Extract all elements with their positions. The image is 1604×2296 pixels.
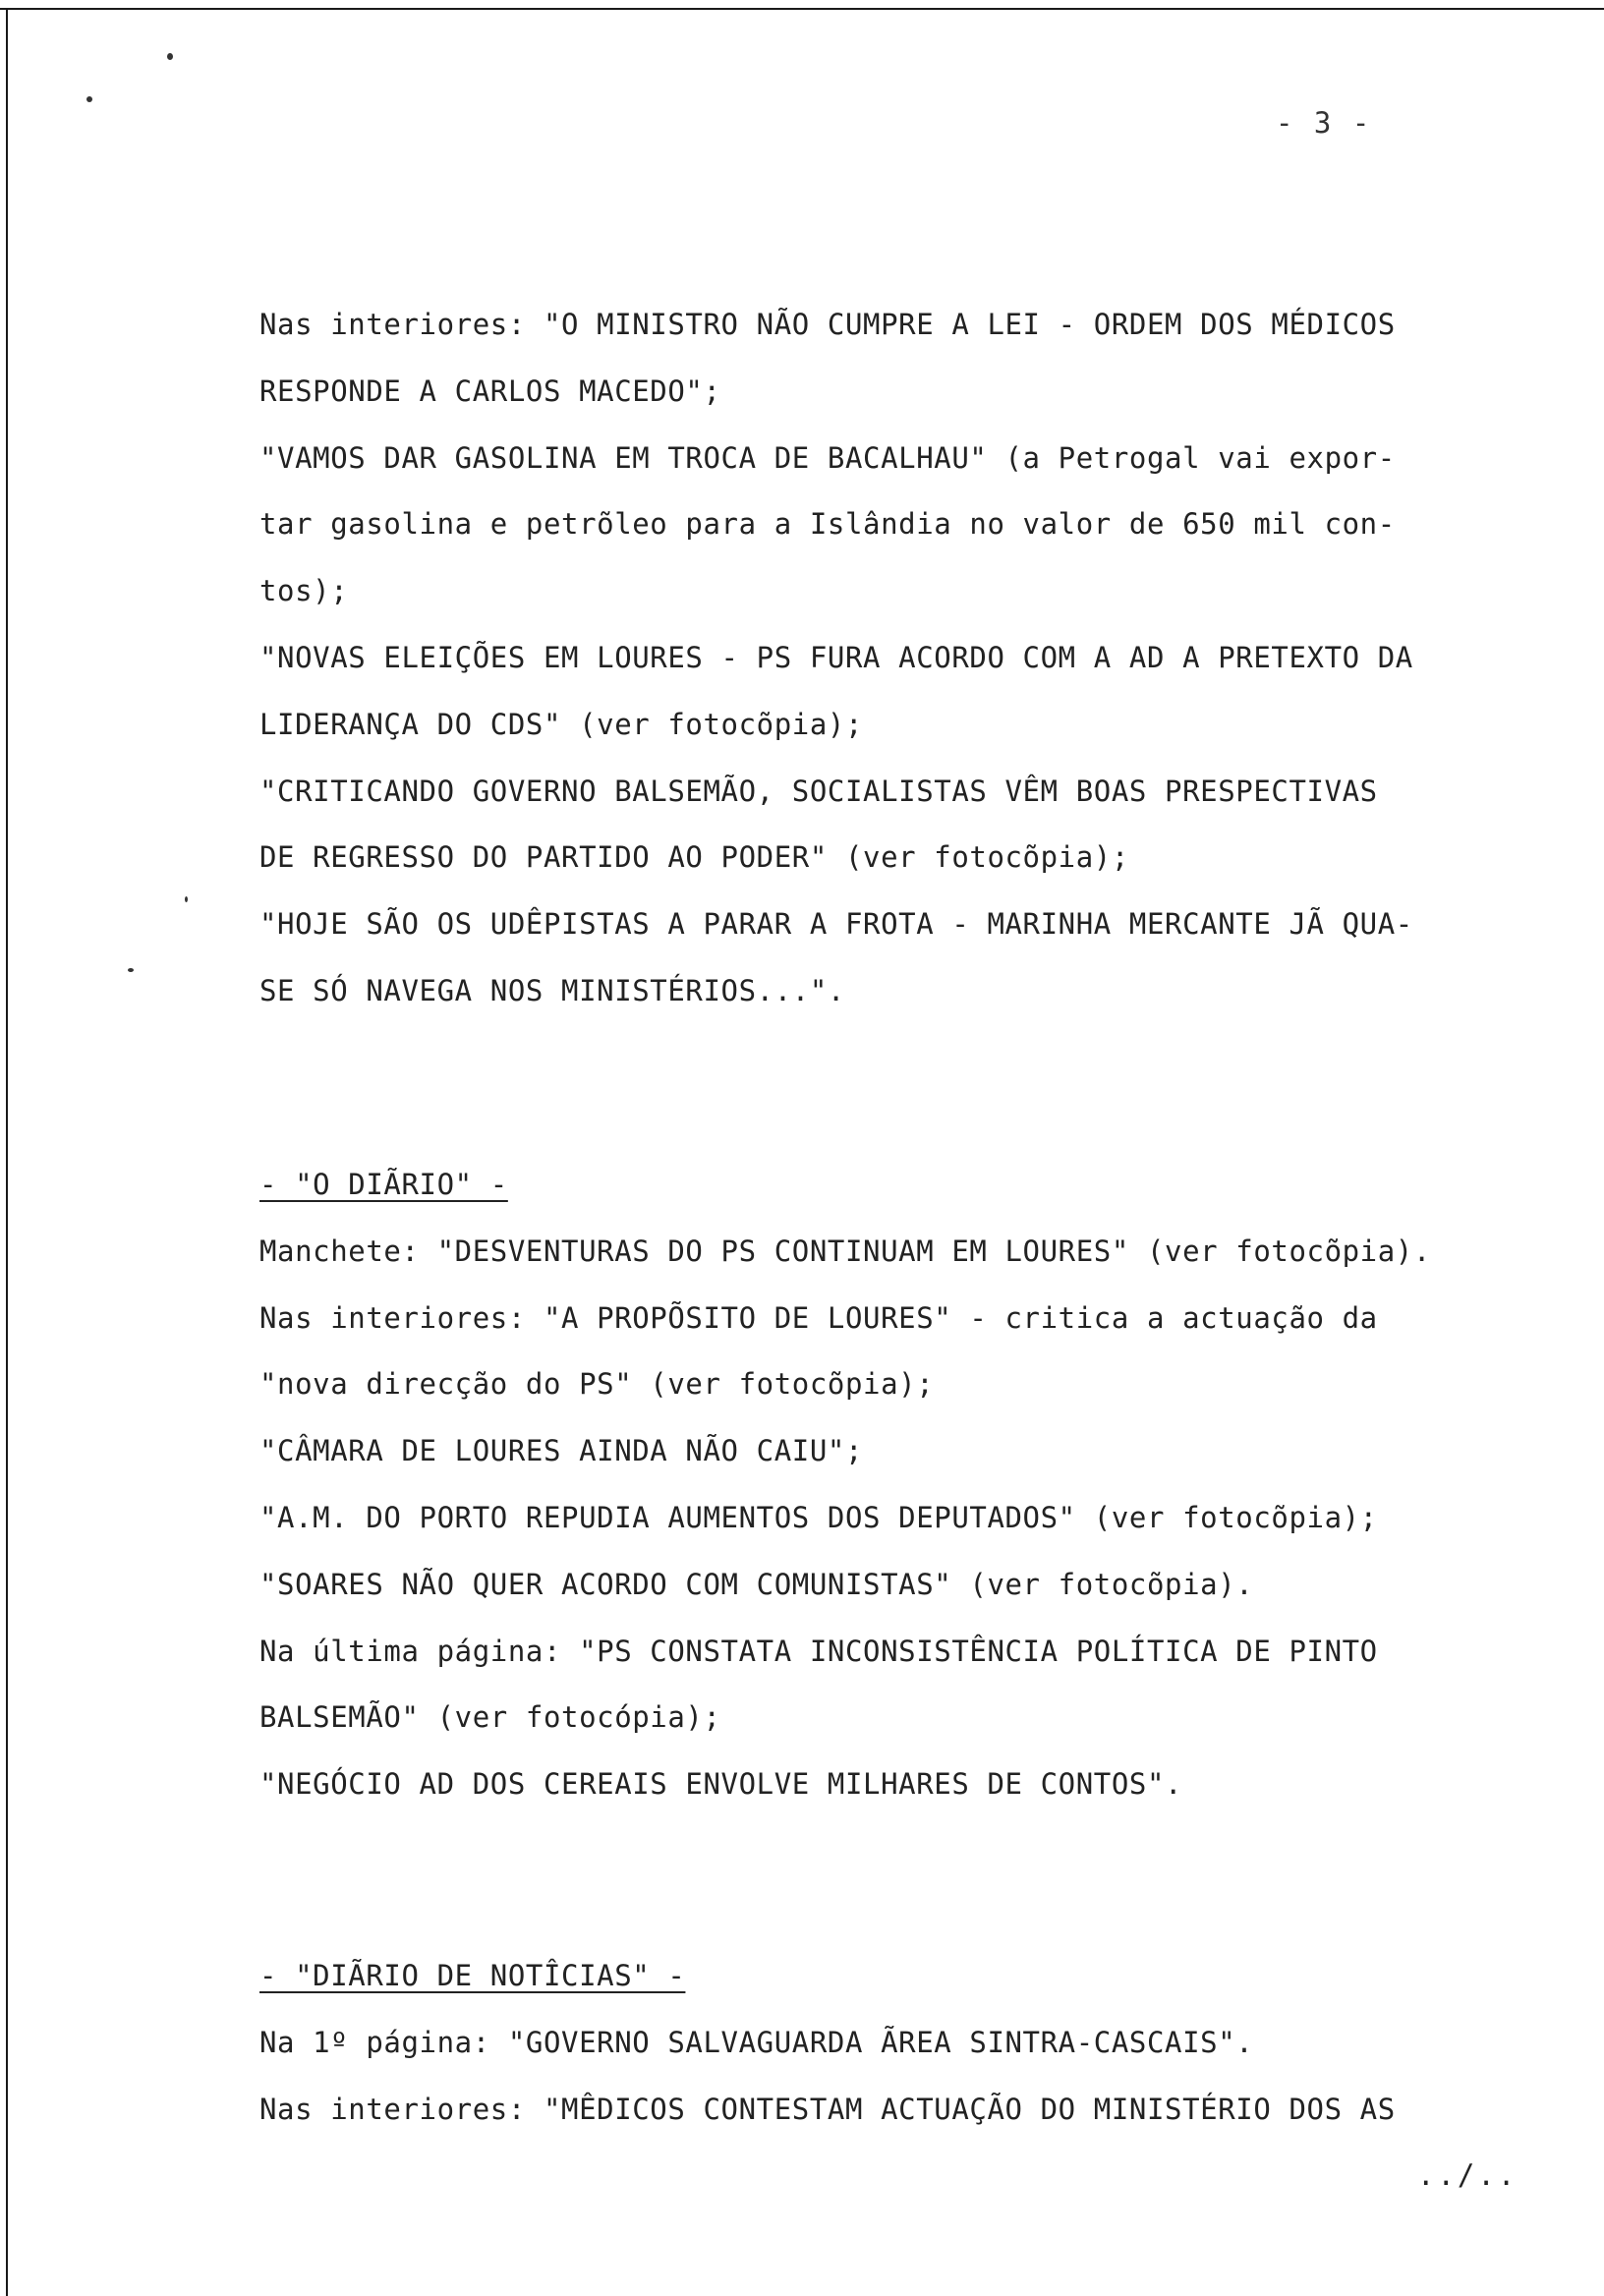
- text-line: "NOVAS ELEIÇÕES EM LOURES - PS FURA ACORDO COM A AD A PRETEXTO DA: [259, 640, 1413, 674]
- scan-edge-left: [6, 8, 8, 2296]
- section-tempo-continued: [259, 292, 1557, 1025]
- scan-speck: [167, 53, 173, 60]
- text-line: tos);: [259, 574, 349, 608]
- scan-edge-top: [0, 8, 1604, 10]
- continuation-mark: ../..: [1417, 2158, 1518, 2192]
- text-line: DE REGRESSO DO PARTIDO AO PODER" (ver fotocõpia);: [259, 840, 1129, 875]
- text-line: Nas interiores: "O MINISTRO NÃO CUMPRE A LEI - ORDEM DOS MÉDICOS: [259, 308, 1396, 341]
- text-line: "SOARES NÃO QUER ACORDO COM COMUNISTAS" (ver fotocõpia).: [259, 1567, 1254, 1601]
- text-line: Nas interiores: "MÊDICOS CONTESTAM ACTUAÇÃO DO MINISTÉRIO DOS AS: [259, 2092, 1396, 2126]
- text-line: Nas interiores: "A PROPÕSITO DE LOURES" - critica a actuação da: [259, 1300, 1378, 1335]
- section-diario-de-noticias: [259, 1943, 1557, 2143]
- text-line: RESPONDE A CARLOS MACEDO";: [259, 373, 721, 408]
- text-line: Na última página: "PS CONSTATA INCONSISTÊNCIA POLÍTICA DE PINTO: [259, 1634, 1378, 1668]
- text-line: BALSEMÃO" (ver fotocópia);: [259, 1700, 721, 1735]
- section-heading: - "DIÃRIO DE NOTÎCIAS" -: [259, 1959, 686, 1992]
- scan-speck: [86, 96, 92, 102]
- text-line: "nova direcção do PS" (ver fotocõpia);: [259, 1367, 935, 1402]
- text-line: "CRITICANDO GOVERNO BALSEMÃO, SOCIALISTAS VÊM BOAS PRESPECTIVAS: [259, 774, 1378, 808]
- section-heading: - "O DIÃRIO" -: [259, 1168, 508, 1201]
- scan-speck: [185, 896, 188, 902]
- text-line: Na 1º página: "GOVERNO SALVAGUARDA ÃREA SINTRA-CASCAIS".: [259, 2025, 1254, 2059]
- text-line: "HOJE SÃO OS UDÊPISTAS A PARAR A FROTA - MARINHA MERCANTE JÃ QUA-: [259, 907, 1413, 942]
- text-line: "A.M. DO PORTO REPUDIA AUMENTOS DOS DEPUTADOS" (ver fotocõpia);: [259, 1500, 1378, 1534]
- scan-speck: [128, 968, 134, 972]
- text-line: tar gasolina e petrõleo para a Islândia no valor de 650 mil con-: [259, 507, 1396, 542]
- section-o-diario: [259, 1152, 1557, 1818]
- text-line: Manchete: "DESVENTURAS DO PS CONTINUAM EM LOURES" (ver fotocõpia).: [259, 1234, 1431, 1268]
- text-line: "CÂMARA DE LOURES AINDA NÃO CAIU";: [259, 1434, 864, 1468]
- text-line: "NEGÓCIO AD DOS CEREAIS ENVOLVE MILHARES DE CONTOS".: [259, 1767, 1183, 1802]
- text-line: LIDERANÇA DO CDS" (ver fotocõpia);: [259, 707, 864, 741]
- text-line: "VAMOS DAR GASOLINA EM TROCA DE BACALHAU" (a Petrogal vai expor-: [259, 440, 1396, 475]
- page-number: - 3 -: [1276, 106, 1372, 140]
- text-line: SE SÓ NAVEGA NOS MINISTÉRIOS...".: [259, 973, 845, 1007]
